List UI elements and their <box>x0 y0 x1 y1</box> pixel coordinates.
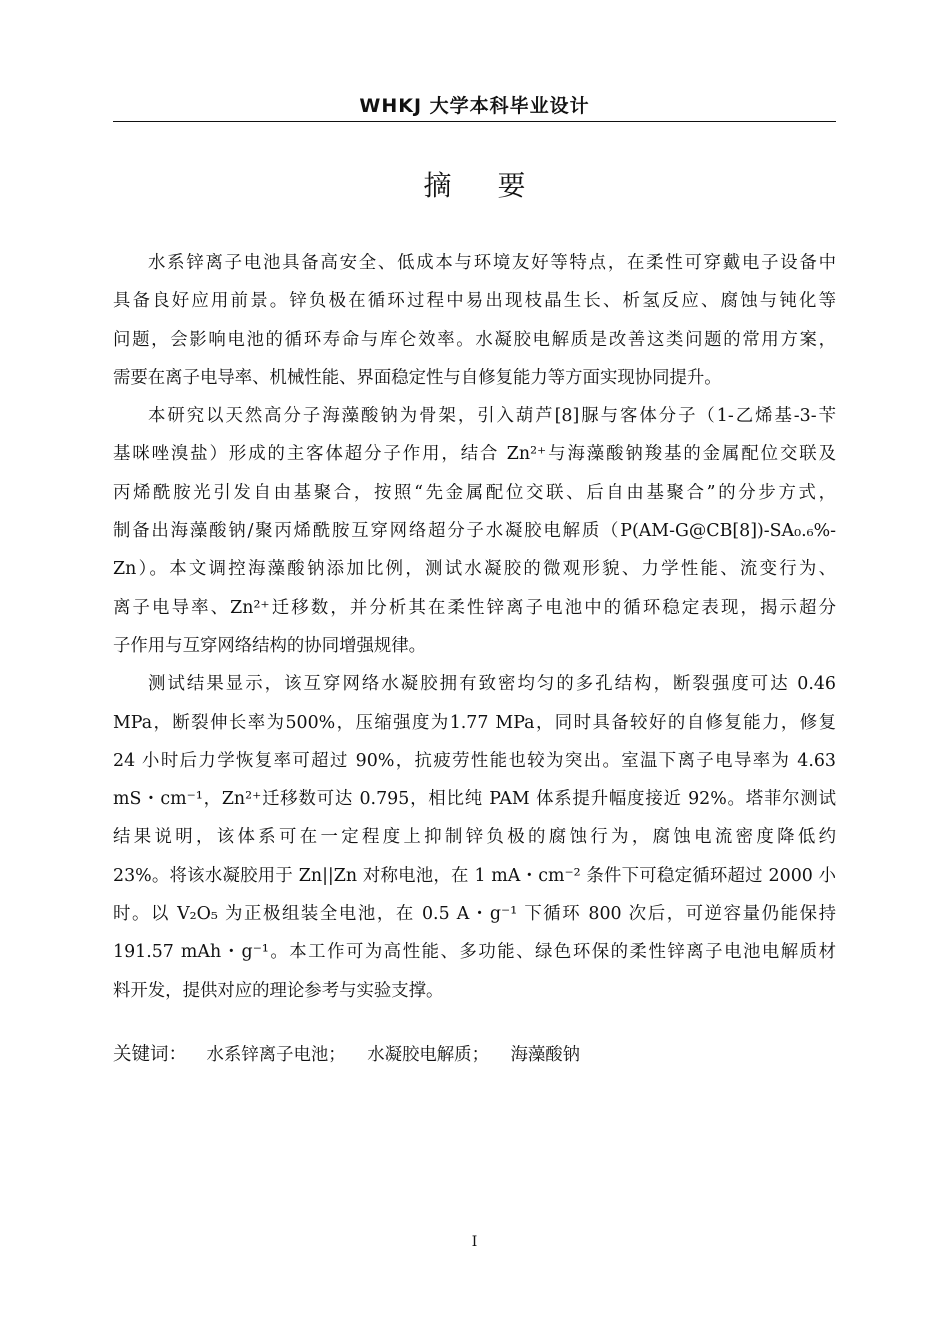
header-divider <box>113 121 836 122</box>
abstract-line: 测试结果显示，该互穿网络水凝胶拥有致密均匀的多孔结构，断裂强度可达 0.46 <box>148 674 836 695</box>
abstract-line: 结果说明，该体系可在一定程度上抑制锌负极的腐蚀行为，腐蚀电流密度降低约 <box>113 827 836 848</box>
keyword-item: 海藻酸钠 <box>510 1045 581 1065</box>
abstract-line: 基咪唑溴盐）形成的主客体超分子作用，结合 Zn²⁺与海藻酸钠羧基的金属配位交联及 <box>113 444 836 465</box>
abstract-line: 需要在离子电导率、机械性能、界面稳定性与自修复能力等方面实现协同提升。 <box>113 367 722 388</box>
abstract-line: 191.57 mAh・g⁻¹。本工作可为高性能、多功能、绿色环保的柔性锌离子电池电解质材 <box>113 942 836 963</box>
page-header: WHKJ 大学本科毕业设计 <box>359 95 590 117</box>
keywords-line <box>113 1040 836 1070</box>
abstract-line: 23%。将该水凝胶用于 Zn||Zn 对称电池，在 1 mA・cm⁻² 条件下可稳定循环超过 2000 小 <box>113 865 836 886</box>
abstract-line: 子作用与互穿网络结构的协同增强规律。 <box>113 635 427 656</box>
abstract-line: mS・cm⁻¹，Zn²⁺迁移数可达 0.795，相比纯 PAM 体系提升幅度接近 92%。塔菲尔测试 <box>113 789 836 810</box>
keyword-item: 水系锌离子电池； <box>206 1045 346 1065</box>
abstract-line: 料开发，提供对应的理论参考与实验支撑。 <box>113 980 444 1001</box>
abstract-line: 离子电导率、Zn²⁺迁移数，并分析其在柔性锌离子电池中的循环稳定表现，揭示超分 <box>113 597 836 618</box>
abstract-title: 摘要 <box>423 169 572 202</box>
abstract-line: 制备出海藻酸钠/聚丙烯酰胺互穿网络超分子水凝胶电解质（P(AM-G@CB[8])-SA₀.₆%- <box>113 521 836 542</box>
abstract-line: 24 小时后力学恢复率可超过 90%，抗疲劳性能也较为突出。室温下离子电导率为 4.63 <box>113 750 836 771</box>
abstract-line: 问题，会影响电池的循环寿命与库仑效率。水凝胶电解质是改善这类问题的常用方案， <box>113 329 836 350</box>
abstract-line: 水系锌离子电池具备高安全、低成本与环境友好等特点，在柔性可穿戴电子设备中 <box>148 253 836 273</box>
keyword-item: 水凝胶电解质； <box>367 1045 489 1065</box>
abstract-line: 时。以 V₂O₅ 为正极组装全电池，在 0.5 A・g⁻¹ 下循环 800 次后，可逆容量仍能保持 <box>113 904 836 925</box>
page-number: I <box>471 1234 478 1250</box>
abstract-line: MPa，断裂伸长率为500%，压缩强度为1.77 MPa，同时具备较好的自修复能力，修复 <box>113 712 836 733</box>
abstract-line: Zn）。本文调控海藻酸钠添加比例，测试水凝胶的微观形貌、力学性能、流变行为、 <box>113 559 836 580</box>
abstract-body <box>113 244 836 1010</box>
abstract-line: 本研究以天然高分子海藻酸钠为骨架，引入葫芦[8]脲与客体分子（1-乙烯基-3-苄 <box>148 406 836 427</box>
abstract-line: 丙烯酰胺光引发自由基聚合，按照“先金属配位交联、后自由基聚合”的分步方式， <box>113 482 836 503</box>
abstract-line: 具备良好应用前景。锌负极在循环过程中易出现枝晶生长、析氢反应、腐蚀与钝化等 <box>113 291 836 312</box>
keywords-label: 关键词： <box>113 1044 188 1065</box>
